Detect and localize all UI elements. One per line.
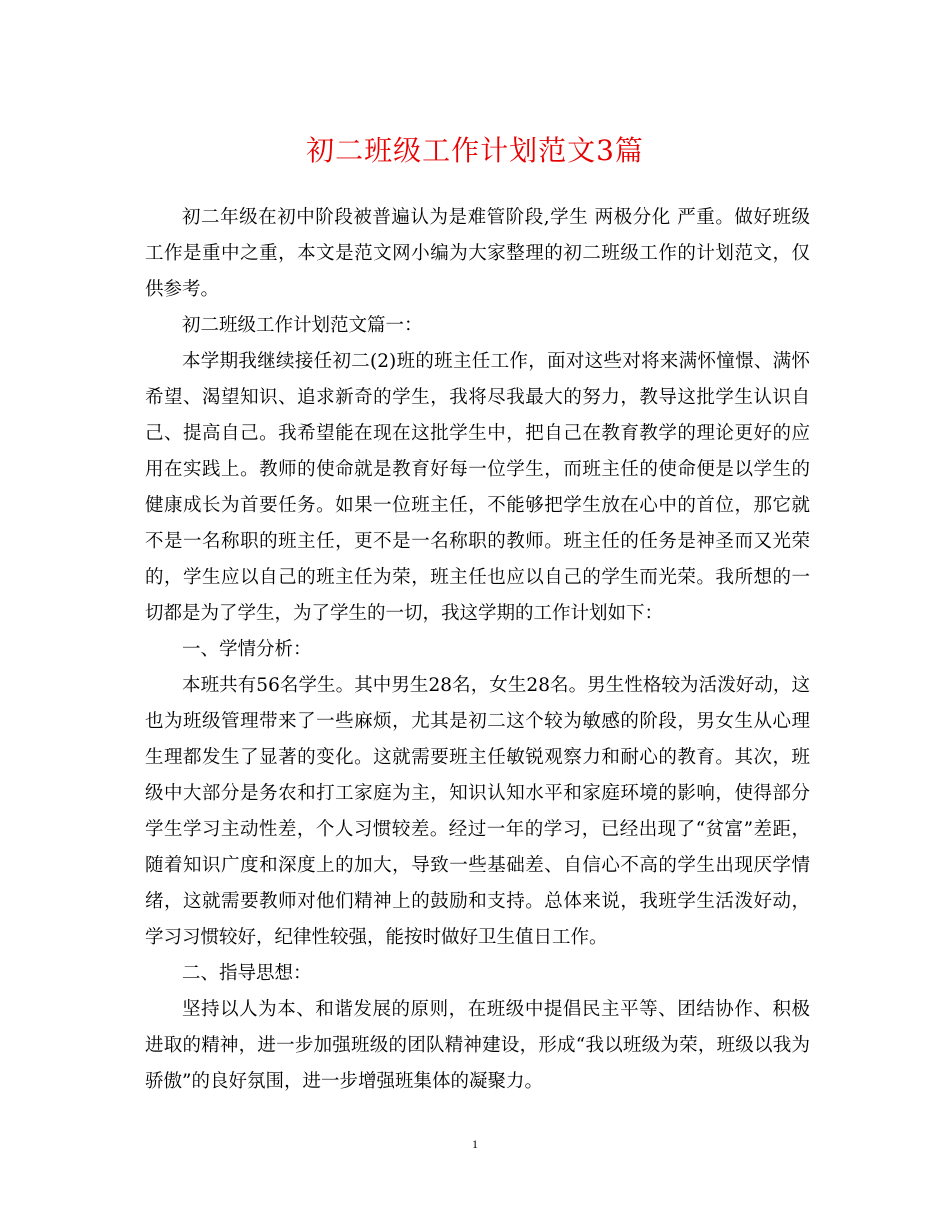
section-heading-part-one: 初二班级工作计划范文篇一： [182,315,423,336]
document-title: 初二班级工作计划范文3篇 [306,134,644,167]
intro-paragraph: 初二年级在初中阶段被普遍认为是难管阶段,学生 两极分化 严重。做好班级工作是重中之重，本文是范文网小编为大家整理的初二班级工作的计划范文，仅供参考。 [145,207,810,300]
body-paragraph: 本学期我继续接任初二(2)班的班主任工作，面对这些对将来满怀憧憬、满怀希望、渴望知识、追求新奇的学生，我将尽我最大的努力，教导这批学生认识自己、提高自己。我希望能在现在这批学生中，把自己在教育教学的理论更好的应用在实践上。教师的使命就是教育好每一位学生，而班主任的使命便是以学生的健康成长为首要任务。如果一位班主任，不能够把学生放在心中的首位，那它就不是一名称职的班主任，更不是一名称职的教师。班主任的任务是神圣而又光荣的，学生应以自己的班主任为荣，班主任也应以自己的学生而光荣。我所想的一切都是为了学生，为了学生的一切，我这学期的工作计划如下： [145,351,810,624]
page-number: 1 [472,1137,478,1151]
document-body [145,200,810,1100]
body-paragraph: 本班共有56名学生。其中男生28名，女生28名。男生性格较为活泼好动，这也为班级管理带来了一些麻烦，尤其是初二这个较为敏感的阶段，男女生从心理生理都发生了显著的变化。这就需要班主任敏锐观察力和耐心的教育。其次，班级中大部分是务农和打工家庭为主，知识认知水平和家庭环境的影响，使得部分学生学习主动性差，个人习惯较差。经过一年的学习，已经出现了“贫富”差距，随着知识广度和深度上的加大，导致一些基础差、自信心不高的学生出现厌学情绪，这就需要教师对他们精神上的鼓励和支持。总体来说，我班学生活泼好动，学习习惯较好，纪律性较强，能按时做好卫生值日工作。 [145,675,810,948]
section-heading-situation-analysis: 一、学情分析： [182,639,312,660]
section-heading-guiding-ideology: 二、指导思想： [182,963,312,984]
body-paragraph: 坚持以人为本、和谐发展的原则，在班级中提倡民主平等、团结协作、积极进取的精神，进一步加强班级的团队精神建设，形成“我以班级为荣，班级以我为骄傲”的良好氛围，进一步增强班集体的凝聚力。 [145,999,810,1092]
